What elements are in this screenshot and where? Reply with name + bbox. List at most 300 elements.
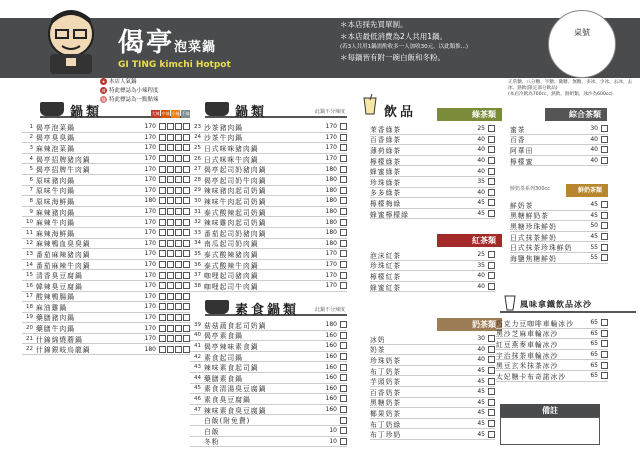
item-name: 麻辣海鮮鍋 <box>36 229 75 238</box>
order-checkbox[interactable] <box>601 351 608 358</box>
menu-row[interactable] <box>22 260 190 271</box>
item-name: 偈亭泡菜鍋 <box>36 123 75 132</box>
item-price: 65 <box>590 329 598 337</box>
order-checkbox[interactable] <box>175 325 182 332</box>
brand-subtitle: 泡菜鍋 <box>174 40 217 55</box>
order-checkbox[interactable] <box>488 335 495 342</box>
item-price: 170 <box>144 123 156 131</box>
item-price: 65 <box>590 340 598 348</box>
order-checkbox[interactable] <box>340 395 347 402</box>
menu-row[interactable] <box>190 196 347 207</box>
order-checkbox[interactable] <box>340 282 347 289</box>
order-checkbox[interactable] <box>159 219 166 226</box>
order-checkbox[interactable] <box>601 340 608 347</box>
order-checkbox[interactable] <box>340 417 347 424</box>
menu-row[interactable] <box>370 429 495 440</box>
order-checkbox[interactable] <box>183 229 190 236</box>
menu-row[interactable] <box>370 408 495 419</box>
order-checkbox[interactable] <box>340 427 347 434</box>
order-checkbox[interactable] <box>183 314 190 321</box>
order-checkbox[interactable] <box>167 282 174 289</box>
item-price: 45 <box>477 420 485 428</box>
order-checkbox[interactable] <box>601 330 608 337</box>
green-tea-list <box>370 124 495 219</box>
order-checkbox[interactable] <box>601 233 608 240</box>
menu-row[interactable] <box>510 253 608 264</box>
menu-row[interactable] <box>370 376 495 387</box>
order-checkbox[interactable] <box>167 335 174 342</box>
note-2: ＊本店最低消費為2人共用1鍋。 <box>340 32 448 41</box>
order-checkbox[interactable] <box>488 146 495 153</box>
order-checkbox[interactable] <box>175 272 182 279</box>
item-number: 6 <box>29 176 33 183</box>
order-checkbox[interactable] <box>340 374 347 381</box>
order-checkbox[interactable] <box>159 250 166 257</box>
menu-row[interactable] <box>190 320 347 331</box>
order-checkbox[interactable] <box>183 335 190 342</box>
menu-row[interactable] <box>190 384 347 395</box>
menu-row[interactable] <box>190 133 347 144</box>
order-checkbox[interactable] <box>340 134 347 141</box>
order-checkbox[interactable] <box>167 325 174 332</box>
order-checkbox[interactable] <box>183 261 190 268</box>
menu-row[interactable] <box>510 200 608 211</box>
order-checkbox[interactable] <box>340 144 347 151</box>
brand <box>118 22 231 70</box>
menu-row[interactable] <box>22 292 190 303</box>
menu-row[interactable] <box>22 207 190 218</box>
order-checkbox[interactable] <box>340 155 347 162</box>
item-name: 奶茶 <box>370 346 386 355</box>
order-checkbox[interactable] <box>167 272 174 279</box>
order-checkbox[interactable] <box>159 166 166 173</box>
menu-row[interactable] <box>190 270 347 281</box>
menu-row[interactable] <box>510 124 608 135</box>
order-checkbox[interactable] <box>175 261 182 268</box>
order-checkbox[interactable] <box>159 176 166 183</box>
order-checkbox[interactable] <box>488 283 495 290</box>
order-checkbox[interactable] <box>159 346 166 353</box>
order-checkbox[interactable] <box>167 314 174 321</box>
order-checkbox[interactable] <box>159 282 166 289</box>
order-checkbox[interactable] <box>183 219 190 226</box>
order-checkbox[interactable] <box>488 409 495 416</box>
order-checkbox[interactable] <box>183 250 190 257</box>
milk-tea-tag: 奶茶類 <box>437 318 502 331</box>
order-checkbox[interactable] <box>488 262 495 269</box>
order-checkbox[interactable] <box>167 219 174 226</box>
menu-row[interactable] <box>190 164 347 175</box>
menu-row[interactable] <box>370 145 495 156</box>
black-tea-list <box>370 250 495 292</box>
item-price: 45 <box>477 377 485 385</box>
order-checkbox[interactable] <box>601 201 608 208</box>
menu-row[interactable] <box>370 345 495 356</box>
order-checkbox[interactable] <box>488 367 495 374</box>
order-checkbox[interactable] <box>159 208 166 215</box>
menu-row[interactable] <box>510 242 608 253</box>
order-checkbox[interactable] <box>167 229 174 236</box>
spice-level-headers <box>150 110 190 118</box>
item-name: 韓辣臭豆腐鍋 <box>36 282 83 291</box>
order-checkbox[interactable] <box>159 335 166 342</box>
order-checkbox[interactable] <box>601 319 608 326</box>
order-checkbox[interactable] <box>167 197 174 204</box>
menu-row[interactable] <box>22 249 190 260</box>
menu-row[interactable] <box>190 281 347 292</box>
order-checkbox[interactable] <box>488 168 495 175</box>
menu-row[interactable] <box>190 207 347 218</box>
order-checkbox[interactable] <box>488 251 495 258</box>
order-checkbox[interactable] <box>167 134 174 141</box>
order-checkbox[interactable] <box>167 293 174 300</box>
menu-row[interactable] <box>190 426 347 437</box>
menu-row[interactable] <box>22 143 190 154</box>
menu-row[interactable] <box>190 405 347 416</box>
order-checkbox[interactable] <box>488 420 495 427</box>
menu-row[interactable] <box>22 133 190 144</box>
order-checkbox[interactable] <box>159 187 166 194</box>
order-checkbox[interactable] <box>340 166 347 173</box>
order-checkbox[interactable] <box>159 134 166 141</box>
order-checkbox[interactable] <box>601 362 608 369</box>
order-checkbox[interactable] <box>167 346 174 353</box>
menu-row[interactable] <box>22 313 190 324</box>
menu-row[interactable] <box>190 154 347 165</box>
menu-row[interactable] <box>370 135 495 146</box>
menu-row[interactable] <box>190 228 347 239</box>
menu-row[interactable] <box>22 239 190 250</box>
order-checkbox[interactable] <box>175 346 182 353</box>
menu-row[interactable] <box>190 394 347 405</box>
menu-row[interactable] <box>370 334 495 345</box>
order-checkbox[interactable] <box>340 385 347 392</box>
menu-row[interactable] <box>190 415 347 426</box>
order-checkbox[interactable] <box>167 166 174 173</box>
order-checkbox[interactable] <box>167 240 174 247</box>
item-price: 180 <box>325 186 337 194</box>
order-checkbox[interactable] <box>601 136 608 143</box>
order-checkbox[interactable] <box>488 178 495 185</box>
item-price: 45 <box>590 211 598 219</box>
item-name: 黑糖奶茶 <box>370 399 402 408</box>
remark-box[interactable] <box>500 417 600 445</box>
menu-row[interactable] <box>370 198 495 209</box>
pot-icon <box>205 300 229 314</box>
menu-row[interactable] <box>190 175 347 186</box>
item-price: 45 <box>477 210 485 218</box>
menu-row[interactable] <box>370 177 495 188</box>
order-checkbox[interactable] <box>488 388 495 395</box>
order-checkbox[interactable] <box>601 125 608 132</box>
item-name: 原味豬肉鍋 <box>36 176 75 185</box>
menu-row[interactable] <box>370 166 495 177</box>
item-name: 珍珠紅茶 <box>370 262 402 271</box>
menu-row[interactable] <box>496 350 608 361</box>
order-checkbox[interactable] <box>175 134 182 141</box>
order-checkbox[interactable] <box>167 144 174 151</box>
order-checkbox[interactable] <box>175 176 182 183</box>
menu-row[interactable] <box>190 352 347 363</box>
order-checkbox[interactable] <box>159 144 166 151</box>
order-checkbox[interactable] <box>340 229 347 236</box>
menu-row[interactable] <box>190 373 347 384</box>
order-checkbox[interactable] <box>183 187 190 194</box>
item-number: 13 <box>26 250 33 257</box>
item-price: 40 <box>477 135 485 143</box>
menu-row[interactable] <box>510 156 608 167</box>
item-name: 黑豆玄米抹茶冰沙 <box>496 362 559 371</box>
order-checkbox[interactable] <box>159 155 166 162</box>
order-checkbox[interactable] <box>340 219 347 226</box>
order-checkbox[interactable] <box>159 325 166 332</box>
menu-row[interactable] <box>22 122 190 133</box>
table-number-box[interactable] <box>548 10 616 78</box>
item-name: 蜂蜜檸檬綠 <box>370 210 409 219</box>
order-checkbox[interactable] <box>601 157 608 164</box>
order-checkbox[interactable] <box>340 261 347 268</box>
order-checkbox[interactable] <box>183 208 190 215</box>
menu-row[interactable] <box>22 334 190 345</box>
menu-row[interactable] <box>370 387 495 398</box>
order-checkbox[interactable] <box>175 303 182 310</box>
item-name: 麻油雞鍋 <box>36 303 68 312</box>
item-price: 170 <box>144 282 156 290</box>
order-checkbox[interactable] <box>175 335 182 342</box>
order-checkbox[interactable] <box>340 321 347 328</box>
order-checkbox[interactable] <box>175 155 182 162</box>
menu-row[interactable] <box>370 398 495 409</box>
order-checkbox[interactable] <box>340 353 347 360</box>
item-price: 170 <box>325 144 337 152</box>
menu-row[interactable] <box>22 302 190 313</box>
menu-row[interactable] <box>510 145 608 156</box>
order-checkbox[interactable] <box>488 210 495 217</box>
menu-row[interactable] <box>22 323 190 334</box>
order-checkbox[interactable] <box>488 431 495 438</box>
item-price: 170 <box>144 292 156 300</box>
menu-row[interactable] <box>190 331 347 342</box>
menu-row[interactable] <box>370 124 495 135</box>
order-checkbox[interactable] <box>175 282 182 289</box>
order-checkbox[interactable] <box>159 229 166 236</box>
order-checkbox[interactable] <box>175 314 182 321</box>
order-checkbox[interactable] <box>601 146 608 153</box>
order-checkbox[interactable] <box>183 303 190 310</box>
order-checkbox[interactable] <box>159 261 166 268</box>
item-name: 日式抹茶鮮奶 <box>510 233 557 242</box>
order-checkbox[interactable] <box>340 123 347 130</box>
mascot-logo <box>40 4 102 76</box>
col1-header <box>40 100 190 118</box>
order-checkbox[interactable] <box>488 136 495 143</box>
menu-row[interactable] <box>510 211 608 222</box>
order-checkbox[interactable] <box>167 187 174 194</box>
order-checkbox[interactable] <box>159 123 166 130</box>
menu-row[interactable] <box>370 355 495 366</box>
order-checkbox[interactable] <box>175 123 182 130</box>
menu-row[interactable] <box>22 164 190 175</box>
order-checkbox[interactable] <box>488 272 495 279</box>
order-checkbox[interactable] <box>488 356 495 363</box>
item-price: 55 <box>590 243 598 251</box>
menu-row[interactable] <box>370 156 495 167</box>
order-checkbox[interactable] <box>167 261 174 268</box>
menu-row[interactable] <box>190 239 347 250</box>
order-checkbox[interactable] <box>159 314 166 321</box>
order-checkbox[interactable] <box>488 157 495 164</box>
order-checkbox[interactable] <box>175 293 182 300</box>
order-checkbox[interactable] <box>183 176 190 183</box>
menu-row[interactable] <box>22 196 190 207</box>
menu-row[interactable] <box>370 261 495 272</box>
menu-row[interactable] <box>370 188 495 199</box>
menu-row[interactable] <box>496 360 608 371</box>
order-checkbox[interactable] <box>159 272 166 279</box>
menu-row[interactable] <box>496 339 608 350</box>
item-number: 26 <box>194 155 201 162</box>
order-checkbox[interactable] <box>601 222 608 229</box>
order-checkbox[interactable] <box>488 378 495 385</box>
menu-row[interactable] <box>190 362 347 373</box>
order-checkbox[interactable] <box>340 250 347 257</box>
order-checkbox[interactable] <box>340 197 347 204</box>
order-checkbox[interactable] <box>167 250 174 257</box>
order-checkbox[interactable] <box>601 244 608 251</box>
order-checkbox[interactable] <box>488 199 495 206</box>
menu-row[interactable] <box>190 122 347 133</box>
item-number: 18 <box>26 303 33 310</box>
menu-row[interactable] <box>190 217 347 228</box>
order-checkbox[interactable] <box>488 399 495 406</box>
menu-row[interactable] <box>22 281 190 292</box>
menu-row[interactable] <box>370 366 495 377</box>
menu-row[interactable] <box>510 232 608 243</box>
order-checkbox[interactable] <box>340 438 347 445</box>
menu-row[interactable] <box>22 186 190 197</box>
menu-row[interactable] <box>370 419 495 430</box>
order-checkbox[interactable] <box>601 254 608 261</box>
menu-row[interactable] <box>496 329 608 340</box>
order-checkbox[interactable] <box>183 293 190 300</box>
order-checkbox[interactable] <box>183 197 190 204</box>
menu-row[interactable] <box>496 318 608 329</box>
menu-row[interactable] <box>22 228 190 239</box>
menu-row[interactable] <box>22 217 190 228</box>
order-checkbox[interactable] <box>488 125 495 132</box>
menu-row[interactable] <box>22 270 190 281</box>
menu-row[interactable] <box>496 371 608 382</box>
order-checkbox[interactable] <box>183 134 190 141</box>
item-price: 10 <box>329 437 337 445</box>
order-checkbox[interactable] <box>340 240 347 247</box>
order-checkbox[interactable] <box>175 250 182 257</box>
order-checkbox[interactable] <box>167 176 174 183</box>
item-name: 辣味雞肉起司奶鍋 <box>204 219 267 228</box>
order-checkbox[interactable] <box>167 123 174 130</box>
order-checkbox[interactable] <box>601 212 608 219</box>
order-checkbox[interactable] <box>175 166 182 173</box>
col2b-list <box>190 320 347 447</box>
order-checkbox[interactable] <box>340 406 347 413</box>
order-checkbox[interactable] <box>175 187 182 194</box>
order-checkbox[interactable] <box>159 197 166 204</box>
order-checkbox[interactable] <box>340 176 347 183</box>
order-checkbox[interactable] <box>488 189 495 196</box>
menu-row[interactable] <box>190 249 347 260</box>
order-checkbox[interactable] <box>340 208 347 215</box>
menu-row[interactable] <box>190 437 347 448</box>
order-checkbox[interactable] <box>183 144 190 151</box>
item-name: 麻辣牛肉鍋 <box>36 219 75 228</box>
order-checkbox[interactable] <box>601 372 608 379</box>
item-number: 27 <box>194 166 201 173</box>
item-price: 160 <box>325 395 337 403</box>
note-1: ＊本店採先買單制。 <box>340 20 408 29</box>
order-checkbox[interactable] <box>183 272 190 279</box>
item-name: 麻辣鴨血臭臭鍋 <box>36 240 91 249</box>
order-checkbox[interactable] <box>183 282 190 289</box>
order-checkbox[interactable] <box>175 240 182 247</box>
order-checkbox[interactable] <box>159 303 166 310</box>
menu-row[interactable] <box>370 271 495 282</box>
menu-row[interactable] <box>370 209 495 220</box>
item-name: 偈亭起司奶豬肉鍋 <box>204 166 267 175</box>
menu-row[interactable] <box>370 282 495 293</box>
order-checkbox[interactable] <box>167 208 174 215</box>
menu-row[interactable] <box>22 175 190 186</box>
menu-row[interactable] <box>22 344 190 355</box>
menu-row[interactable] <box>190 186 347 197</box>
item-price: 25 <box>477 125 485 133</box>
order-checkbox[interactable] <box>159 293 166 300</box>
order-checkbox[interactable] <box>183 155 190 162</box>
order-checkbox[interactable] <box>159 240 166 247</box>
order-checkbox[interactable] <box>167 303 174 310</box>
menu-row[interactable] <box>190 341 347 352</box>
order-checkbox[interactable] <box>488 346 495 353</box>
order-checkbox[interactable] <box>340 332 347 339</box>
order-checkbox[interactable] <box>340 342 347 349</box>
order-checkbox[interactable] <box>183 123 190 130</box>
order-checkbox[interactable] <box>340 272 347 279</box>
col2b-note: 此鍋不分辣度 <box>314 307 345 313</box>
col3-title: 飲品 <box>384 105 417 120</box>
menu-row[interactable] <box>190 260 347 271</box>
menu-row[interactable] <box>190 143 347 154</box>
item-price: 170 <box>144 165 156 173</box>
order-checkbox[interactable] <box>183 325 190 332</box>
menu-row[interactable] <box>510 221 608 232</box>
order-checkbox[interactable] <box>183 346 190 353</box>
menu-row[interactable] <box>510 135 608 146</box>
item-name: 沙茶豬肉鍋 <box>204 123 243 132</box>
order-checkbox[interactable] <box>175 197 182 204</box>
order-checkbox[interactable] <box>175 144 182 151</box>
order-checkbox[interactable] <box>340 187 347 194</box>
menu-row[interactable] <box>22 154 190 165</box>
order-checkbox[interactable] <box>175 208 182 215</box>
item-price: 40 <box>477 188 485 196</box>
order-checkbox[interactable] <box>183 240 190 247</box>
order-checkbox[interactable] <box>183 166 190 173</box>
order-checkbox[interactable] <box>340 364 347 371</box>
menu-row[interactable] <box>370 250 495 261</box>
order-checkbox[interactable] <box>167 155 174 162</box>
order-checkbox[interactable] <box>175 219 182 226</box>
order-checkbox[interactable] <box>175 229 182 236</box>
drink-cup-icon <box>362 94 378 116</box>
